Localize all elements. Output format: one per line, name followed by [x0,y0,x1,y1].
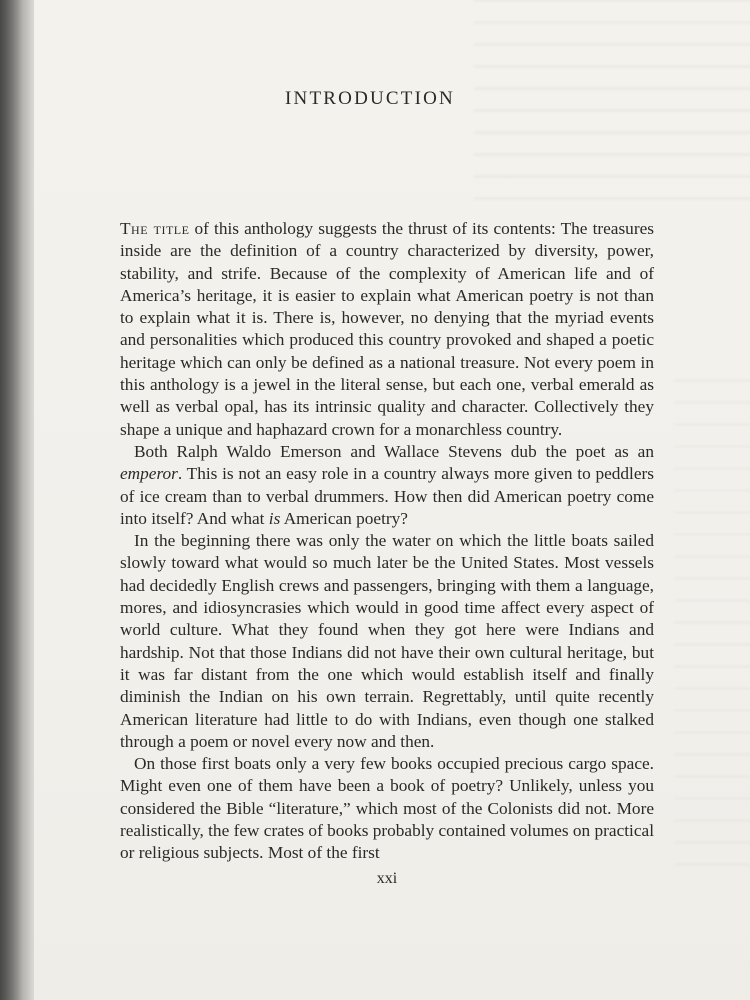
paragraph-2 [120,441,654,530]
show-through-text-lower [674,380,750,880]
paragraph-1 [120,218,654,441]
paragraph-2-text-before: Both Ralph Waldo Emerson and Wallace Stevens dub the poet as an [134,441,654,461]
emphasis-is: is [268,508,281,528]
body-text [120,218,654,865]
paragraph-3: In the beginning there was only the water on which the little boats sailed slowly toward what would so much later be the United States. Most vessels had decidedly English crews and passengers, bringing with them a language, mores, and idiosyncrasies which would in good time affect every aspect of world culture. What they found when they got here were Indians and hardship. Not that those Indians did not have their own cultural heritage, but it was far distant from the one which would establish itself and finally diminish the Indian on his own terrain. Regrettably, until quite recently American literature had little to do with Indians, even though one stalked through a poem or novel every now and then. [120,531,654,751]
paragraph-4: On those first boats only a very few books occupied precious cargo space. Might even one of them have been a book of poetry? Unlikely, unless you considered the Bible “literature,” which most of the Colonists did not. More realistically, the few crates of books probably contained volumes on practical or religious subjects. Most of the first [120,754,654,863]
book-gutter-shadow [0,0,34,1000]
paragraph-2-text-middle: . This is not an easy role in a country always more given to peddlers of ice cream than to verbal drummers. How then did American poetry come into itself? And what [120,464,654,528]
paragraph-2-text-after: American poetry? [280,508,408,528]
page-number: xxi [376,870,398,887]
paragraph-1-text: of this anthology suggests the thrust of its contents: The treasures inside are the definition of a country characterized by diversity, power, stability, and strife. Because of the complexity of American life and of America’s heritage, it is easier to explain what American poetry is not than to explain what it is. There is, however, no denying that the myriad events and personalities which produced this country provoked and shaped a poetic heritage which can only be defined as a national treasure. Not every poem in this anthology is a jewel in the literal sense, but each one, verbal emerald as well as verbal opal, has its intrinsic quality and character. Collectively they shape a unique and haphazard crown for a monarchless country. [120,219,654,439]
chapter-heading: INTRODUCTION [285,88,455,109]
emphasis-emperor: emperor [120,464,178,484]
paragraph-lead-in: The title [120,219,190,238]
